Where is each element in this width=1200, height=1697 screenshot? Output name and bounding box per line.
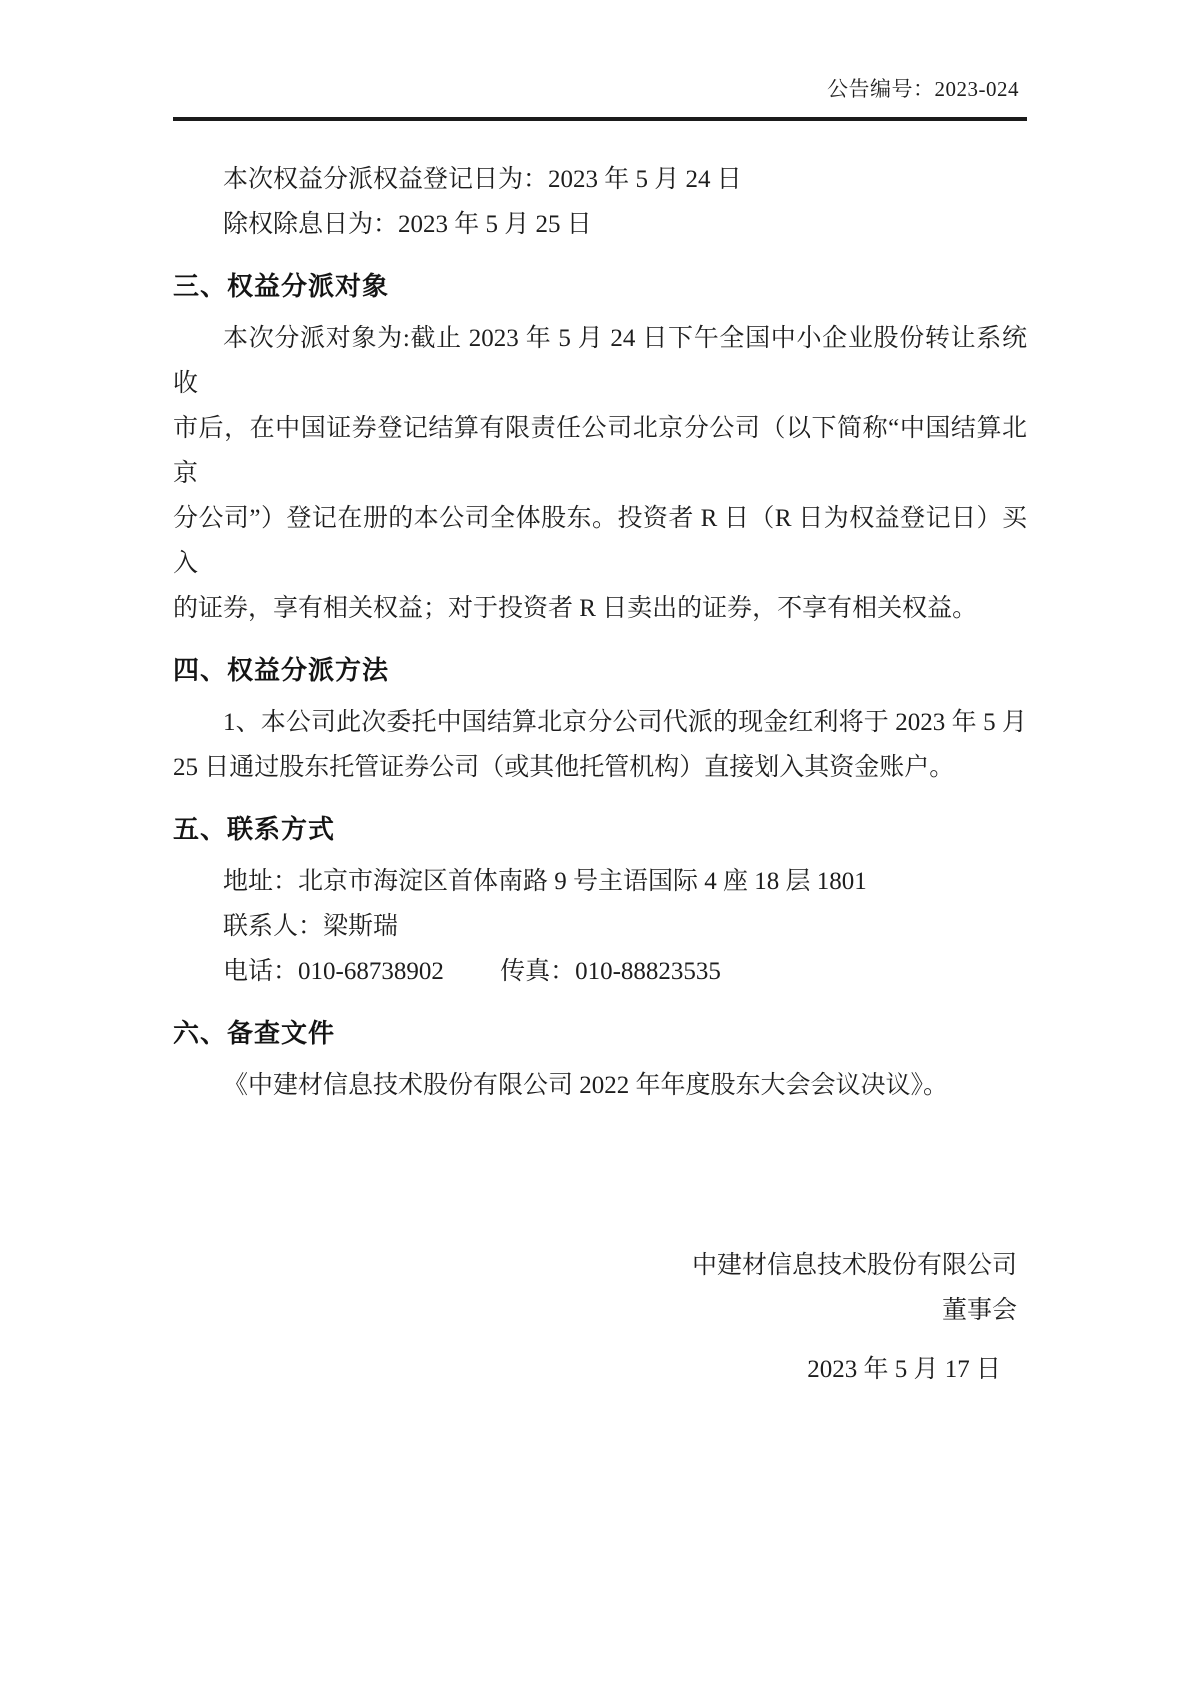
- section-4-line-1: 1、本公司此次委托中国结算北京分公司代派的现金红利将于 2023 年 5 月: [223, 709, 1027, 736]
- section-5-heading: 五、联系方式: [173, 814, 336, 844]
- section-4-heading: 四、权益分派方法: [173, 655, 390, 685]
- record-date-line: 本次权益分派权益登记日为：2023 年 5 月 24 日: [223, 166, 742, 193]
- section-3-line-2: 市后，在中国证券登记结算有限责任公司北京分公司（以下简称“中国结算北京: [173, 415, 1027, 487]
- announcement-number: 公告编号：2023-024: [827, 77, 1019, 101]
- section-3-line-1: 本次分派对象为:截止 2023 年 5 月 24 日下午全国中小企业股份转让系统收: [173, 325, 1027, 397]
- signature-board: 董事会: [941, 1297, 1017, 1324]
- section-3-line-3: 分公司”）登记在册的本公司全体股东。投资者 R 日（R 日为权益登记日）买入: [173, 505, 1027, 577]
- section-3-line-4: 的证券，享有相关权益；对于投资者 R 日卖出的证券，不享有相关权益。: [173, 595, 978, 622]
- signature-block: [173, 1243, 1027, 1392]
- document-body: [173, 157, 1027, 1392]
- reference-document-line: 《中建材信息技术股份有限公司 2022 年年度股东大会会议决议》。: [223, 1072, 949, 1099]
- section-4-line-2: 25 日通过股东托管证券公司（或其他托管机构）直接划入其资金账户。: [173, 754, 955, 781]
- address-line: 地址：北京市海淀区首体南路 9 号主语国际 4 座 18 层 1801: [223, 868, 867, 895]
- signature-company: 中建材信息技术股份有限公司: [691, 1252, 1017, 1279]
- section-6-heading: 六、备查文件: [173, 1018, 336, 1048]
- phone-number: 电话：010-68738902: [223, 958, 444, 985]
- section-3-heading: 三、权益分派对象: [173, 271, 390, 301]
- header-divider-line: [173, 117, 1027, 121]
- fax-number: 传真：010-88823535: [500, 958, 721, 985]
- contact-person-line: 联系人：梁斯瑞: [223, 913, 399, 940]
- signature-date: 2023 年 5 月 17 日: [807, 1356, 1001, 1383]
- page-header: [173, 76, 1027, 102]
- ex-dividend-date-line: 除权除息日为：2023 年 5 月 25 日: [223, 211, 592, 238]
- phone-fax-line: [173, 949, 1027, 994]
